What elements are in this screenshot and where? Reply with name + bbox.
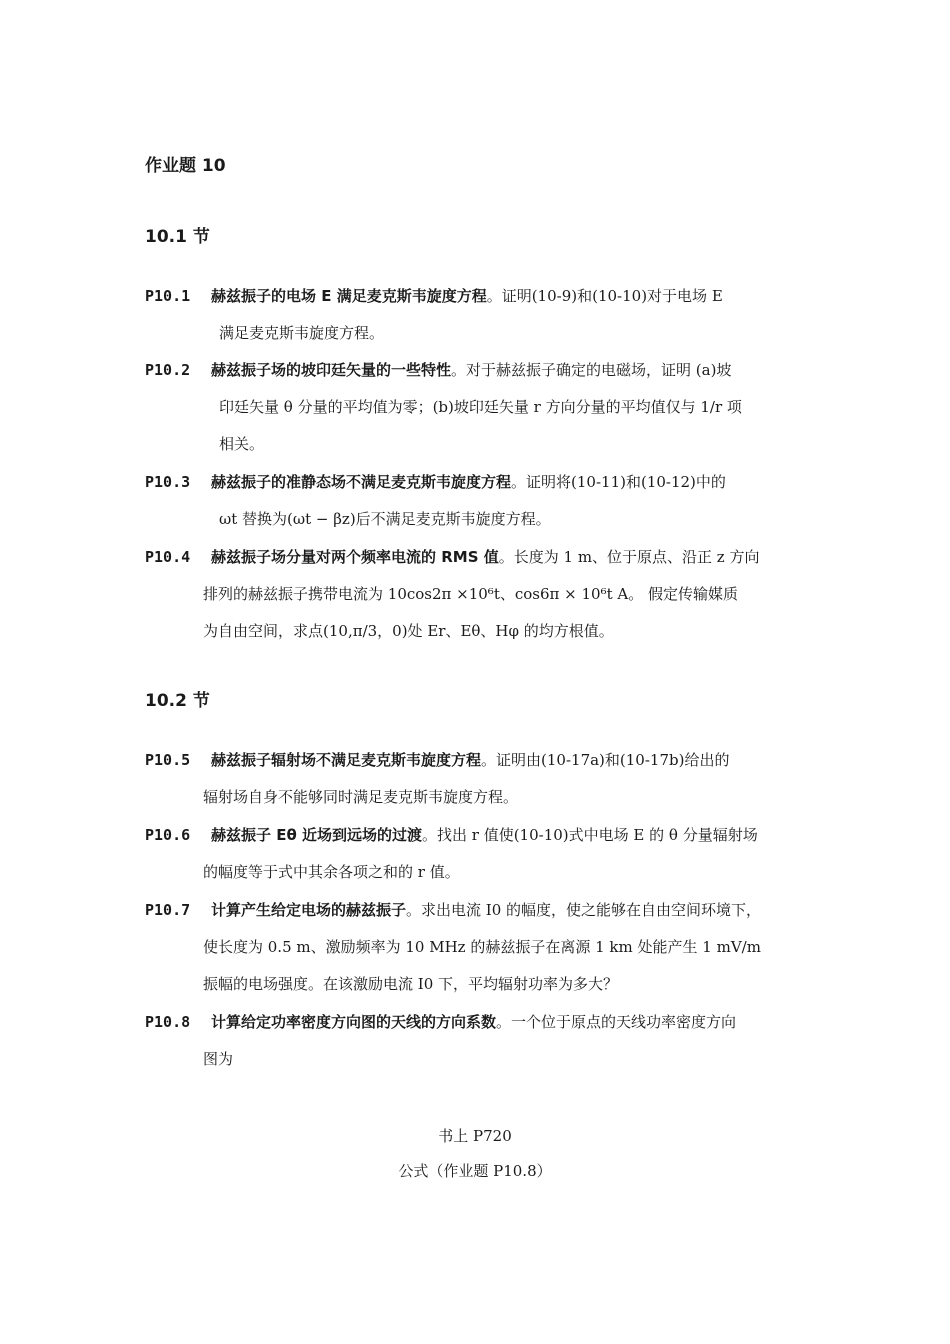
problem-id: P10.7 <box>145 901 191 919</box>
page-title: 作业题 10 <box>145 156 226 176</box>
problem-id: P10.1 <box>145 287 191 305</box>
problem-continuation: 振幅的电场强度。在该激励电流 I0 下，平均辐射功率为多大？ <box>203 975 619 993</box>
problem-p10-8 <box>145 1004 810 1078</box>
problem-body: 。对于赫兹振子确定的电磁场，证明 (a)坡 <box>451 361 732 379</box>
problem-continuation: 相关。 <box>219 435 265 453</box>
problem-p10-3 <box>145 464 810 538</box>
problem-title: 赫兹振子场分量对两个频率电流的 RMS 值 <box>211 548 499 566</box>
problem-title: 计算给定功率密度方向图的天线的方向系数 <box>211 1013 497 1031</box>
problem-title: 赫兹振子的电场 E 满足麦克斯韦旋度方程 <box>211 287 487 305</box>
problem-continuation: 排列的赫兹振子携带电流为 10cos2π ×10⁶t、cos6π × 10⁶t A。 假定传输媒质 <box>203 585 738 603</box>
problem-id: P10.5 <box>145 751 191 769</box>
problem-id: P10.4 <box>145 548 191 566</box>
footer-reference: 书上 P720 <box>438 1127 512 1145</box>
problem-p10-4 <box>145 539 810 650</box>
problem-id: P10.6 <box>145 826 191 844</box>
problem-continuation: ωt 替换为(ωt − βz)后不满足麦克斯韦旋度方程。 <box>219 510 551 528</box>
problem-id: P10.2 <box>145 361 191 379</box>
problem-body: 。一个位于原点的天线功率密度方向 <box>496 1013 737 1031</box>
problem-continuation: 的幅度等于式中其余各项之和的 r 值。 <box>203 863 460 881</box>
problem-p10-6 <box>145 817 810 891</box>
problem-body: 。找出 r 值使(10-10)式中电场 E 的 θ 分量辐射场 <box>422 826 758 844</box>
problem-continuation: 满足麦克斯韦旋度方程。 <box>219 324 385 342</box>
problem-p10-5 <box>145 742 810 816</box>
problem-body: 。求出电流 I0 的幅度，使之能够在自由空间环境下， <box>406 901 762 919</box>
problem-continuation: 使长度为 0.5 m、激励频率为 10 MHz 的赫兹振子在离源 1 km 处能产生 1 mV/m <box>203 938 761 956</box>
problem-title: 计算产生给定电场的赫兹振子 <box>211 901 407 919</box>
problem-continuation: 图为 <box>203 1050 234 1068</box>
problem-body: 。长度为 1 m、位于原点、沿正 z 方向 <box>498 548 760 566</box>
problem-id: P10.3 <box>145 473 191 491</box>
problem-body: 。证明(10-9)和(10-10)对于电场 E <box>486 287 723 305</box>
problem-title: 赫兹振子的准静态场不满足麦克斯韦旋度方程 <box>211 473 512 491</box>
problem-continuation: 辐射场自身不能够同时满足麦克斯韦旋度方程。 <box>203 788 519 806</box>
problem-title: 赫兹振子场的坡印廷矢量的一些特性 <box>211 361 452 379</box>
problem-p10-7 <box>145 892 810 1003</box>
problem-p10-2 <box>145 352 810 463</box>
problem-id: P10.8 <box>145 1013 191 1031</box>
problem-body: 。证明将(10-11)和(10-12)中的 <box>511 473 726 491</box>
section-heading-10-2: 10.2 节 <box>145 691 210 711</box>
problem-body: 。证明由(10-17a)和(10-17b)给出的 <box>481 751 730 769</box>
problem-title: 赫兹振子 Eθ 近场到远场的过渡 <box>211 826 422 844</box>
problem-continuation: 为自由空间，求点(10,π/3，0)处 Er、Eθ、Hφ 的均方根值。 <box>203 622 614 640</box>
problem-continuation: 印廷矢量 θ 分量的平均值为零；(b)坡印廷矢量 r 方向分量的平均值仅与 1/r 项 <box>219 398 742 416</box>
footer-formula-note: 公式（作业题 P10.8） <box>398 1162 552 1180</box>
section-heading-10-1: 10.1 节 <box>145 227 210 247</box>
problem-p10-1 <box>145 278 810 352</box>
problem-title: 赫兹振子辐射场不满足麦克斯韦旋度方程 <box>211 751 482 769</box>
